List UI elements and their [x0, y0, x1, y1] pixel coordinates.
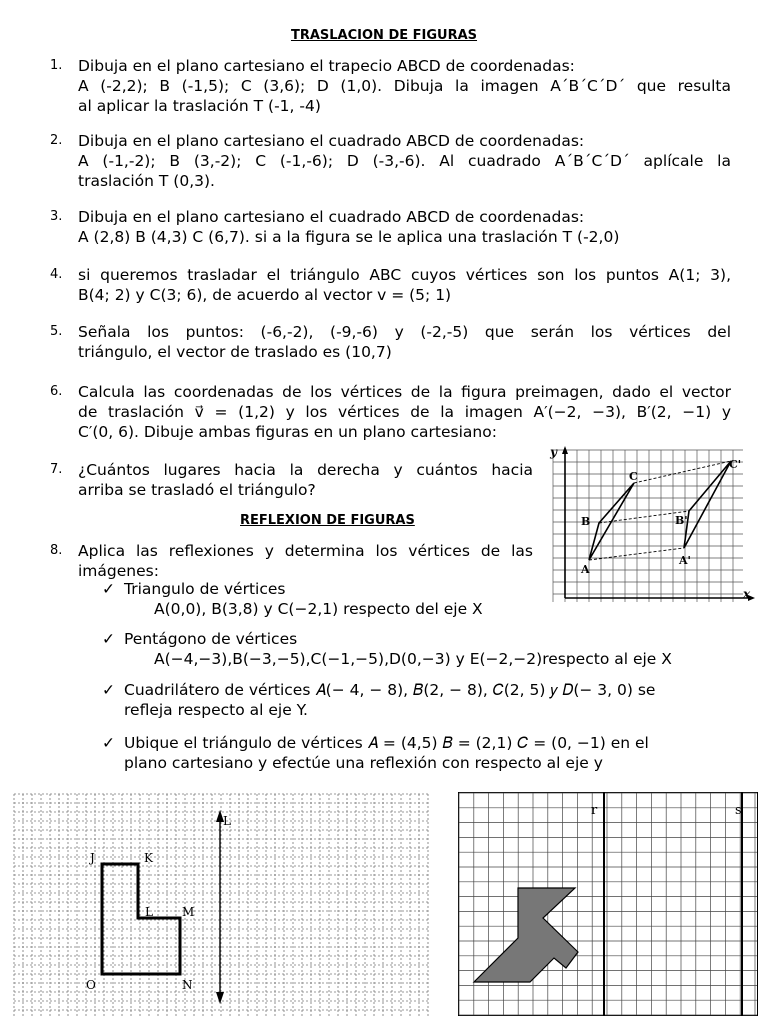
- check-line: plano cartesiano y efectúe una reflexión con respecto al eje y: [124, 754, 603, 772]
- vertex-label-l: L: [145, 905, 153, 919]
- exercise-number: 7.: [50, 462, 63, 477]
- point-label-a: A: [581, 563, 590, 576]
- line-label-s: s: [735, 803, 742, 818]
- exercise-line: imágenes:: [78, 562, 159, 580]
- line-label-r: r: [591, 803, 598, 818]
- vertex-label-n: N: [182, 978, 193, 992]
- check-item-quadrilateral: [102, 680, 732, 720]
- exercise-line: Dibuja en el plano cartesiano el cuadrado ABCD de coordenadas:: [78, 208, 585, 226]
- axis-label: L: [223, 814, 231, 828]
- check-detail: A(−4,−3),B(−3,−5),C(−1,−5),D(0,−3) y E(−2,−2)respecto al eje X: [154, 650, 672, 668]
- point-label-b: B: [581, 515, 591, 528]
- check-label: Pentágono de vértices: [124, 630, 298, 648]
- exercise-line: de traslación v⃗ = (1,2) y los vértices de la imagen A′(−2, −3), B′(2, −1) y: [78, 403, 731, 421]
- checkmark-icon: ✓: [102, 734, 115, 752]
- check-line: Cuadrilátero de vértices 𝐴(− 4, − 8), 𝐵(2, − 8), 𝐶(2, 5) 𝑦 𝐷(− 3, 0) se: [124, 681, 656, 699]
- vertex-label-m: M: [182, 905, 195, 919]
- exercise-line: B(4; 2) y C(3; 6), de acuerdo al vector v = (5; 1): [78, 286, 452, 304]
- point-label-c-prime: C': [729, 458, 742, 471]
- check-item-pentagon: [102, 629, 297, 649]
- reflection-grid-l-shape: [10, 790, 435, 1022]
- checkmark-icon: ✓: [102, 580, 115, 598]
- exercise-line: Aplica las reflexiones y determina los vértices de las: [78, 542, 533, 560]
- check-item-triangle-y: [102, 733, 732, 773]
- exercise-number: 5.: [50, 324, 63, 339]
- check-line: refleja respecto al eje Y.: [124, 701, 308, 719]
- l-shape-figure: [102, 864, 180, 974]
- translation-graph: [543, 440, 755, 606]
- exercise-number: 6.: [50, 384, 63, 399]
- point-label-c: C: [629, 470, 638, 483]
- check-line: Ubique el triángulo de vértices 𝐴 = (4,5) 𝐵 = (2,1) 𝐶 = (0, −1) en el: [124, 734, 649, 752]
- axis-arrow-down-icon: [216, 992, 224, 1004]
- exercise-line: A (2,8) B (4,3) C (6,7). si a la figura se le aplica una traslación T (-2,0): [78, 228, 620, 246]
- exercise-number: 8.: [50, 543, 63, 558]
- x-axis-label: x: [743, 587, 751, 601]
- exercise-line: triángulo, el vector de traslado es (10,7): [78, 343, 392, 361]
- checkmark-icon: ✓: [102, 681, 115, 699]
- exercise-number: 3.: [50, 209, 63, 224]
- exercise-line: Dibuja en el plano cartesiano el cuadrado ABCD de coordenadas:: [78, 132, 585, 150]
- exercise-line: al aplicar la traslación T (-1, -4): [78, 97, 321, 115]
- exercise-line: si queremos trasladar el triángulo ABC cuyos vértices son los puntos A(1; 3),: [78, 266, 731, 284]
- exercise-line: arriba se trasladó el triángulo?: [78, 481, 316, 499]
- vertex-label-o: O: [86, 978, 96, 992]
- check-detail: A(0,0), B(3,8) y C(−2,1) respecto del eje X: [154, 600, 483, 618]
- check-item-triangle: [102, 579, 285, 599]
- translation-line: [634, 461, 731, 483]
- exercise-line: Dibuja en el plano cartesiano el trapecio ABCD de coordenadas:: [78, 57, 575, 75]
- exercise-number: 2.: [50, 133, 63, 148]
- y-axis-label: y: [550, 445, 557, 459]
- dotted-grid: [14, 794, 430, 1018]
- section-title-reflexion: REFLEXION DE FIGURAS: [240, 513, 415, 528]
- exercise-line: A (-1,-2); B (3,-2); C (-1,-6); D (-3,-6). Al cuadrado A´B´C´D´ aplícale la: [78, 152, 731, 170]
- exercise-line: Señala los puntos: (-6,-2), (-9,-6) y (-2,-5) que serán los vértices del: [78, 323, 731, 341]
- section-title-traslacion: TRASLACION DE FIGURAS: [290, 28, 478, 43]
- exercise-line: A (-2,2); B (-1,5); C (3,6); D (1,0). Dibuja la imagen A´B´C´D´ que resulta: [78, 77, 731, 95]
- reflection-grid-shaded-figure: [458, 792, 758, 1016]
- exercise-number: 1.: [50, 58, 63, 73]
- exercise-line: traslación T (0,3).: [78, 172, 215, 190]
- point-label-a-prime: A': [679, 554, 691, 567]
- exercise-line: Calcula las coordenadas de los vértices de la figura preimagen, dado el vector: [78, 383, 731, 401]
- checkmark-icon: ✓: [102, 630, 115, 648]
- vertex-label-k: K: [144, 851, 153, 865]
- exercise-line: ¿Cuántos lugares hacia la derecha y cuántos hacia: [78, 461, 533, 479]
- exercise-line: C′(0, 6). Dibuje ambas figuras en un plano cartesiano:: [78, 423, 497, 441]
- vertex-label-j: J: [90, 851, 95, 865]
- point-label-b-prime: B': [675, 514, 688, 527]
- exercise-number: 4.: [50, 267, 63, 282]
- check-label: Triangulo de vértices: [124, 580, 286, 598]
